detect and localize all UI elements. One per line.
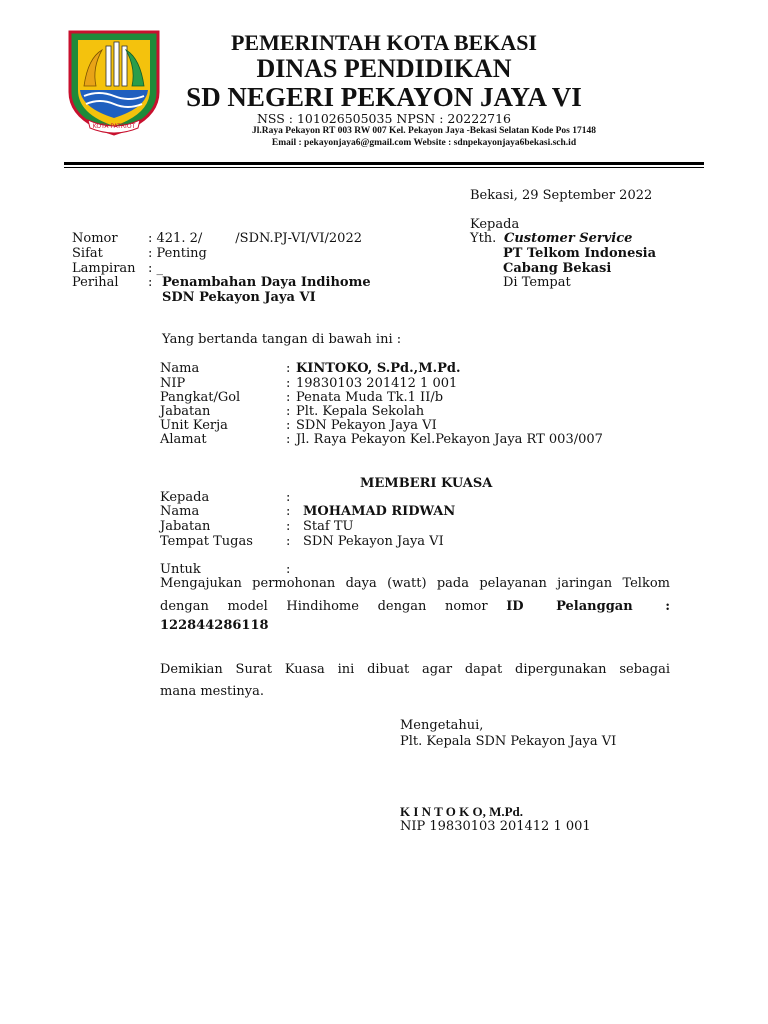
signer-value-unit: SDN Pekayon Jaya VI <box>296 418 437 433</box>
signer-label-nip: NIP <box>160 376 186 391</box>
signer-value-pangkat: Penata Muda Tk.1 II/b <box>296 390 444 405</box>
letter-date: Bekasi, 29 September 2022 <box>470 188 653 203</box>
signer-value-jabatan: Plt. Kepala Sekolah <box>296 404 425 419</box>
signer-value-alamat: Jl. Raya Pekayon Kel.Pekayon Jaya RT 003/007 <box>296 432 603 447</box>
signer-value-nama: KINTOKO, S.Pd.,M.Pd. <box>296 361 461 376</box>
meta-label-sifat: Sifat <box>72 246 103 261</box>
grantee-label-jabatan: Jabatan <box>160 519 211 534</box>
purpose-word: dengan <box>160 599 209 614</box>
purpose-line1: Mengajukan permohonan daya (watt) pada pelayanan jaringan Telkom <box>160 576 670 591</box>
signer-colon: : <box>286 432 291 447</box>
recipient-name: Customer Service <box>504 231 633 246</box>
signer-label-alamat: Alamat <box>160 432 207 447</box>
signer-label-jabatan: Jabatan <box>160 404 211 419</box>
meta-label-nomor: Nomor <box>72 231 118 246</box>
signer-label-nama: Nama <box>160 361 200 376</box>
meta-value-sifat: : Penting <box>148 246 207 261</box>
header-rule-thin <box>64 167 704 168</box>
signer-colon: : <box>286 376 291 391</box>
signer-label-unit: Unit Kerja <box>160 418 228 433</box>
purpose-word: nomor <box>445 599 488 614</box>
header-address: Jl.Raya Pekayon RT 003 RW 007 Kel. Pekayon Jaya -Bekasi Selatan Kode Pos 17148 <box>252 126 596 136</box>
signature-title: Plt. Kepala SDN Pekayon Jaya VI <box>400 734 617 749</box>
perihal-line2: SDN Pekayon Jaya VI <box>162 290 316 305</box>
header-contact: Email : pekayonjaya6@gmail.com Website : sdnpekayonjaya6bekasi.sch.id <box>271 138 577 148</box>
grantee-colon: : <box>286 504 291 519</box>
recipient-kepada: Kepada <box>470 217 520 232</box>
customer-id-label: ID Pelanggan : <box>506 599 670 614</box>
purpose-line2 <box>160 599 670 614</box>
untuk-label: Untuk <box>160 562 201 577</box>
header-government: PEMERINTAH KOTA BEKASI <box>230 30 537 55</box>
purpose-word: model <box>227 599 268 614</box>
closing-line2: mana mestinya. <box>160 684 265 699</box>
meta-label-lampiran: Lampiran <box>72 261 136 276</box>
meta-value-nomor: : 421. 2/ /SDN.PJ-VI/VI/2022 <box>148 231 362 246</box>
untuk-colon: : <box>286 562 291 577</box>
signer-label-pangkat: Pangkat/Gol <box>160 390 241 405</box>
meta-label-perihal: Perihal <box>72 275 119 290</box>
grantee-label-kepada: Kepada <box>160 490 210 505</box>
signer-colon: : <box>286 390 291 405</box>
grantee-colon: : <box>286 490 291 505</box>
recipient-place: Di Tempat <box>503 275 571 290</box>
grantee-colon: : <box>286 534 291 549</box>
recipient-branch: Cabang Bekasi <box>503 261 612 276</box>
intro-text: Yang bertanda tangan di bawah ini : <box>162 332 402 347</box>
header-department: DINAS PENDIDIKAN <box>256 54 512 83</box>
signature-name: K I N T O K O, M.Pd. <box>400 804 524 819</box>
header-school-name: SD NEGERI PEKAYON JAYA VI <box>186 82 582 112</box>
signature-nip: NIP 19830103 201412 1 001 <box>400 819 591 834</box>
signer-colon: : <box>286 404 291 419</box>
recipient-org: PT Telkom Indonesia <box>503 246 657 261</box>
header-rule-thick <box>64 162 704 165</box>
purpose-word: dengan <box>377 599 427 614</box>
customer-id-value: 122844286118 <box>160 618 269 633</box>
grantee-label-tempat: Tempat Tugas <box>160 534 253 549</box>
signer-colon: : <box>286 418 291 433</box>
perihal-line1: Penambahan Daya Indihome <box>162 275 371 290</box>
grantee-label-nama: Nama <box>160 504 200 519</box>
meta-value-lampiran: : _ <box>148 261 164 276</box>
grantee-value-tempat: SDN Pekayon Jaya VI <box>303 534 444 549</box>
signer-colon: : <box>286 361 291 376</box>
recipient-yth: Yth. <box>470 231 497 246</box>
signature-acknowledge: Mengetahui, <box>400 718 484 733</box>
purpose-word: Hindihome <box>286 599 359 614</box>
kuasa-title: MEMBERI KUASA <box>360 476 493 491</box>
grantee-value-jabatan: Staf TU <box>303 519 354 534</box>
grantee-value-nama: MOHAMAD RIDWAN <box>303 504 456 519</box>
grantee-colon: : <box>286 519 291 534</box>
meta-colon-perihal: : <box>148 275 153 290</box>
signer-value-nip: 19830103 201412 1 001 <box>296 376 458 391</box>
closing-line1: Demikian Surat Kuasa ini dibuat agar dapat dipergunakan sebagai <box>160 662 670 677</box>
header-nss-npsn: NSS : 101026505035 NPSN : 20222716 <box>256 111 512 126</box>
logo-banner-text: KOTA PATRIOT <box>92 123 136 130</box>
